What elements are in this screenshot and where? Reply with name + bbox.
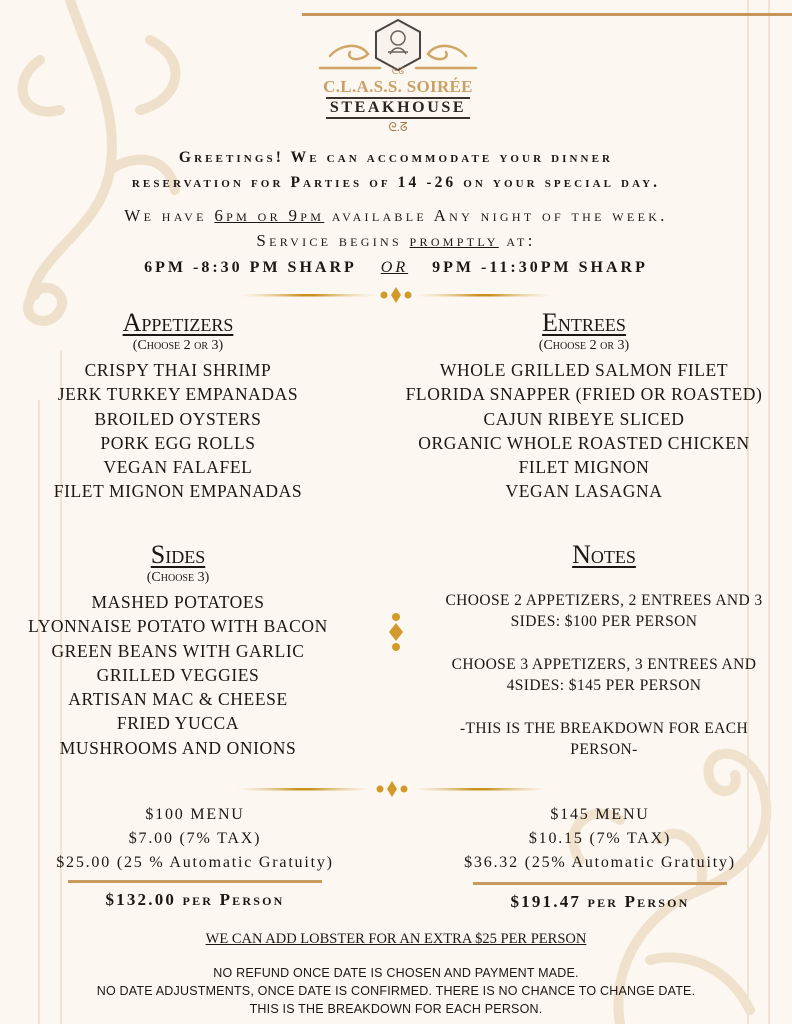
total-per-person: $132.00 per Person	[105, 890, 285, 909]
side-item: MUSHROOMS AND ONIONS	[59, 737, 297, 758]
time-slot-2: 9PM -11:30PM SHARP	[432, 259, 648, 276]
gold-vertical-ornament-icon	[386, 612, 406, 652]
side-item: FRIED YUCCA	[116, 713, 240, 734]
tax-amount: $7.00 (7% TAX)	[128, 830, 262, 847]
entree-item: FILET MIGNON	[518, 457, 650, 478]
appetizer-item: VEGAN FALAFEL	[103, 457, 253, 478]
entree-item: ORGANIC WHOLE ROASTED CHICKEN	[418, 432, 750, 453]
entree-item: WHOLE GRILLED SALMON FILET	[439, 360, 729, 380]
policy-line: NO REFUND ONCE DATE IS CHOSEN AND PAYMENT MADE.	[213, 966, 579, 980]
gold-divider-bottom-icon	[236, 780, 548, 798]
notes-heading: Notes	[572, 540, 636, 569]
greeting-line-1: Greetings! We can accommodate your dinner	[178, 149, 614, 166]
gold-divider-top-icon	[240, 286, 552, 304]
entree-item: FLORIDA SNAPPER (FRIED OR ROASTED)	[405, 384, 763, 405]
side-item: LYONNAISE POTATO WITH BACON	[28, 616, 328, 637]
availability-suffix: available Any night of the week.	[324, 206, 668, 225]
chef-hexagon-emblem-icon	[310, 18, 486, 76]
entrees-heading: Entrees	[542, 308, 626, 337]
policy-line: THIS IS THE BREAKDOWN FOR EACH PERSON.	[249, 1002, 543, 1016]
top-gold-rule	[302, 13, 792, 16]
gratuity-amount: $36.32 (25% Automatic Gratuity)	[464, 854, 736, 871]
policy-notes	[0, 964, 792, 1018]
appetizer-item: PORK EGG ROLLS	[100, 432, 256, 453]
service-suffix: at:	[498, 231, 536, 250]
availability-line	[0, 203, 792, 228]
policy-line: NO DATE ADJUSTMENTS, ONCE DATE IS CONFIRMED. THERE IS NO CHANCE TO CHANGE DATE.	[96, 984, 696, 998]
appetizers-heading: Appetizers	[122, 308, 234, 337]
note-item: CHOOSE 3 APPETIZERS, 3 ENTREES AND 4SIDES: $145 PER PERSON	[451, 656, 757, 694]
price-breakdown-145	[420, 803, 780, 913]
time-slot-1: 6PM -8:30 PM SHARP	[144, 259, 357, 276]
tax-amount: $10.15 (7% TAX)	[528, 830, 672, 847]
sides-heading: Sides	[150, 540, 206, 569]
service-prefix: Service begins	[256, 231, 410, 250]
logo-flourish: ᘓ.ᘔ	[388, 120, 408, 134]
side-item: ARTISAN MAC & CHEESE	[68, 689, 288, 710]
service-emphasis: promptly	[409, 231, 499, 250]
note-item: CHOOSE 2 APPETIZERS, 2 ENTREES AND 3 SIDES: $100 PER PERSON	[445, 592, 763, 630]
brand-subtitle: STEAKHOUSE	[326, 97, 470, 119]
sides-section	[8, 540, 348, 760]
total-per-person: $191.47 per Person	[510, 892, 690, 911]
appetizers-subtitle: (Choose 2 or 3)	[132, 338, 224, 353]
appetizers-section	[28, 308, 328, 504]
brand-logo	[310, 18, 486, 133]
svg-text:ᘓᘔ: ᘓᘔ	[391, 67, 405, 76]
price-breakdown-100	[20, 803, 370, 911]
availability-text	[0, 203, 792, 253]
greeting-text	[0, 145, 792, 195]
greeting-line-2: reservation for Parties of 14 -26 on your special day.	[131, 174, 661, 191]
side-item: GRILLED VEGGIES	[96, 664, 260, 685]
sides-subtitle: (Choose 3)	[146, 570, 210, 585]
total-rule	[68, 880, 322, 883]
appetizer-item: FILET MIGNON EMPANADAS	[53, 481, 303, 502]
total-rule	[473, 882, 727, 885]
service-line	[0, 228, 792, 253]
side-item: GREEN BEANS WITH GARLIC	[51, 640, 305, 661]
appetizer-item: CRISPY THAI SHRIMP	[84, 360, 272, 380]
appetizer-item: BROILED OYSTERS	[94, 408, 262, 429]
brand-name: C.L.A.S.S. SOIRÉE	[323, 77, 473, 96]
menu-price: $145 MENU	[550, 806, 650, 823]
time-slot-or: OR	[380, 259, 409, 276]
entrees-subtitle: (Choose 2 or 3)	[538, 338, 630, 353]
gratuity-amount: $25.00 (25 % Automatic Gratuity)	[56, 854, 334, 871]
menu-price: $100 MENU	[145, 806, 245, 823]
side-item: MASHED POTATOES	[91, 592, 265, 612]
entrees-section	[384, 308, 784, 504]
service-times	[0, 256, 792, 280]
lobster-addon-note: WE CAN ADD LOBSTER FOR AN EXTRA $25 PER PERSON	[205, 931, 587, 947]
note-item: -THIS IS THE BREAKDOWN FOR EACH PERSON-	[459, 720, 749, 758]
appetizer-item: JERK TURKEY EMPANADAS	[57, 384, 299, 405]
entree-item: VEGAN LASAGNA	[505, 481, 663, 502]
availability-prefix: We have	[124, 206, 215, 225]
notes-section	[426, 540, 782, 782]
availability-times: 6pm or 9pm	[214, 206, 325, 225]
entree-item: CAJUN RIBEYE SLICED	[483, 408, 685, 429]
